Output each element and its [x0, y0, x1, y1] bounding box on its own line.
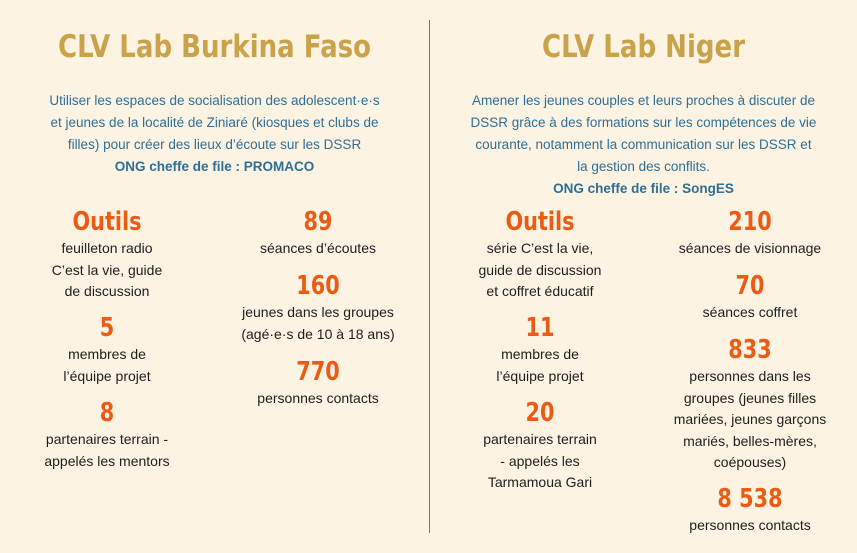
burkina-faso-description: [0, 90, 429, 178]
stat-value: 210: [728, 207, 772, 237]
description-line: Amener les jeunes couples et leurs proches à discuter de: [472, 93, 815, 108]
stat-label: personnes contacts: [689, 517, 811, 533]
niger-contacts: [650, 483, 850, 537]
stat-label: séances coffret: [702, 304, 798, 320]
description-line: la gestion des conflits.: [577, 159, 710, 174]
stat-value: 8 538: [717, 484, 783, 514]
niger-box-sessions: [650, 270, 850, 324]
stat-label: mariées, jeunes garçons: [673, 411, 827, 427]
stat-label: et coffret éducatif: [486, 283, 594, 299]
stat-label: Tarmamoua Gari: [487, 474, 593, 490]
stat-label: personnes contacts: [257, 390, 379, 406]
burkina-faso-ong: ONG cheffe de file : PROMACO: [114, 159, 315, 174]
burkina-faso-team-members: [15, 312, 199, 387]
stat-label: séances d’écoutes: [260, 240, 376, 256]
stat-label: guide de discussion: [478, 261, 602, 278]
niger-team-members: [445, 312, 635, 387]
stat-label: membres de: [501, 346, 579, 362]
stat-value: 20: [525, 398, 555, 428]
niger-description: [430, 90, 857, 200]
stat-value: Outils: [72, 207, 142, 237]
description-line: Utiliser les espaces de socialisation des adolescent·e·s: [49, 93, 380, 108]
niger-viewing-sessions: [650, 206, 850, 260]
stat-value: 8: [99, 398, 115, 428]
stat-value: 70: [735, 271, 765, 301]
stat-label: série C’est la vie,: [486, 240, 594, 256]
stat-label: de discussion: [64, 283, 150, 299]
stat-label: partenaires terrain: [483, 431, 597, 447]
description-line: filles) pour créer des lieux d’écoute sur les DSSR: [67, 137, 362, 152]
stat-value: 770: [296, 357, 340, 387]
stat-label: membres de: [68, 346, 146, 362]
stat-label: jeunes dans les groupes: [242, 304, 394, 320]
stat-label: l’équipe projet: [496, 367, 584, 384]
burkina-faso-contacts: [212, 356, 424, 410]
burkina-faso-title: CLV Lab Burkina Faso: [57, 29, 372, 65]
burkina-faso-youth-groups: [212, 270, 424, 345]
stat-label: groupes (jeunes filles: [683, 389, 817, 406]
burkina-faso-field-partners: [15, 397, 199, 472]
stat-value: 160: [296, 271, 340, 301]
stat-label: mariés, belles-mères,: [683, 432, 817, 449]
niger-outils: [445, 206, 635, 303]
stat-value: 833: [728, 335, 772, 365]
niger-field-partners: [445, 397, 635, 494]
niger-title: CLV Lab Niger: [541, 29, 746, 65]
niger-group-members: [650, 334, 850, 474]
burkina-faso-outils: [15, 206, 199, 303]
stat-label: appelés les mentors: [44, 452, 170, 469]
stat-label: l’équipe projet: [63, 367, 151, 384]
stat-label: - appelés les: [500, 452, 580, 469]
stat-label: séances de visionnage: [678, 240, 822, 256]
stat-label: (agé·e·s de 10 à 18 ans): [241, 325, 395, 342]
stat-value: 5: [99, 313, 115, 343]
stat-value: 11: [525, 313, 555, 343]
description-line: DSSR grâce à des formations sur les compétences de vie: [470, 115, 817, 130]
stat-label: C’est la vie, guide: [51, 261, 163, 278]
description-line: et jeunes de la localité de Ziniaré (kiosques et clubs de: [50, 115, 379, 130]
stat-label: personnes dans les: [689, 368, 811, 384]
burkina-faso-listening-sessions: [212, 206, 424, 260]
stat-label: partenaires terrain -: [45, 431, 169, 447]
stat-label: feuilleton radio: [61, 240, 153, 256]
stat-value: 89: [303, 207, 333, 237]
stat-value: Outils: [505, 207, 575, 237]
niger-ong: ONG cheffe de file : SongES: [553, 181, 734, 196]
stat-label: coépouses): [713, 454, 787, 470]
description-line: courante, notamment la communication sur les DSSR et: [475, 137, 812, 152]
